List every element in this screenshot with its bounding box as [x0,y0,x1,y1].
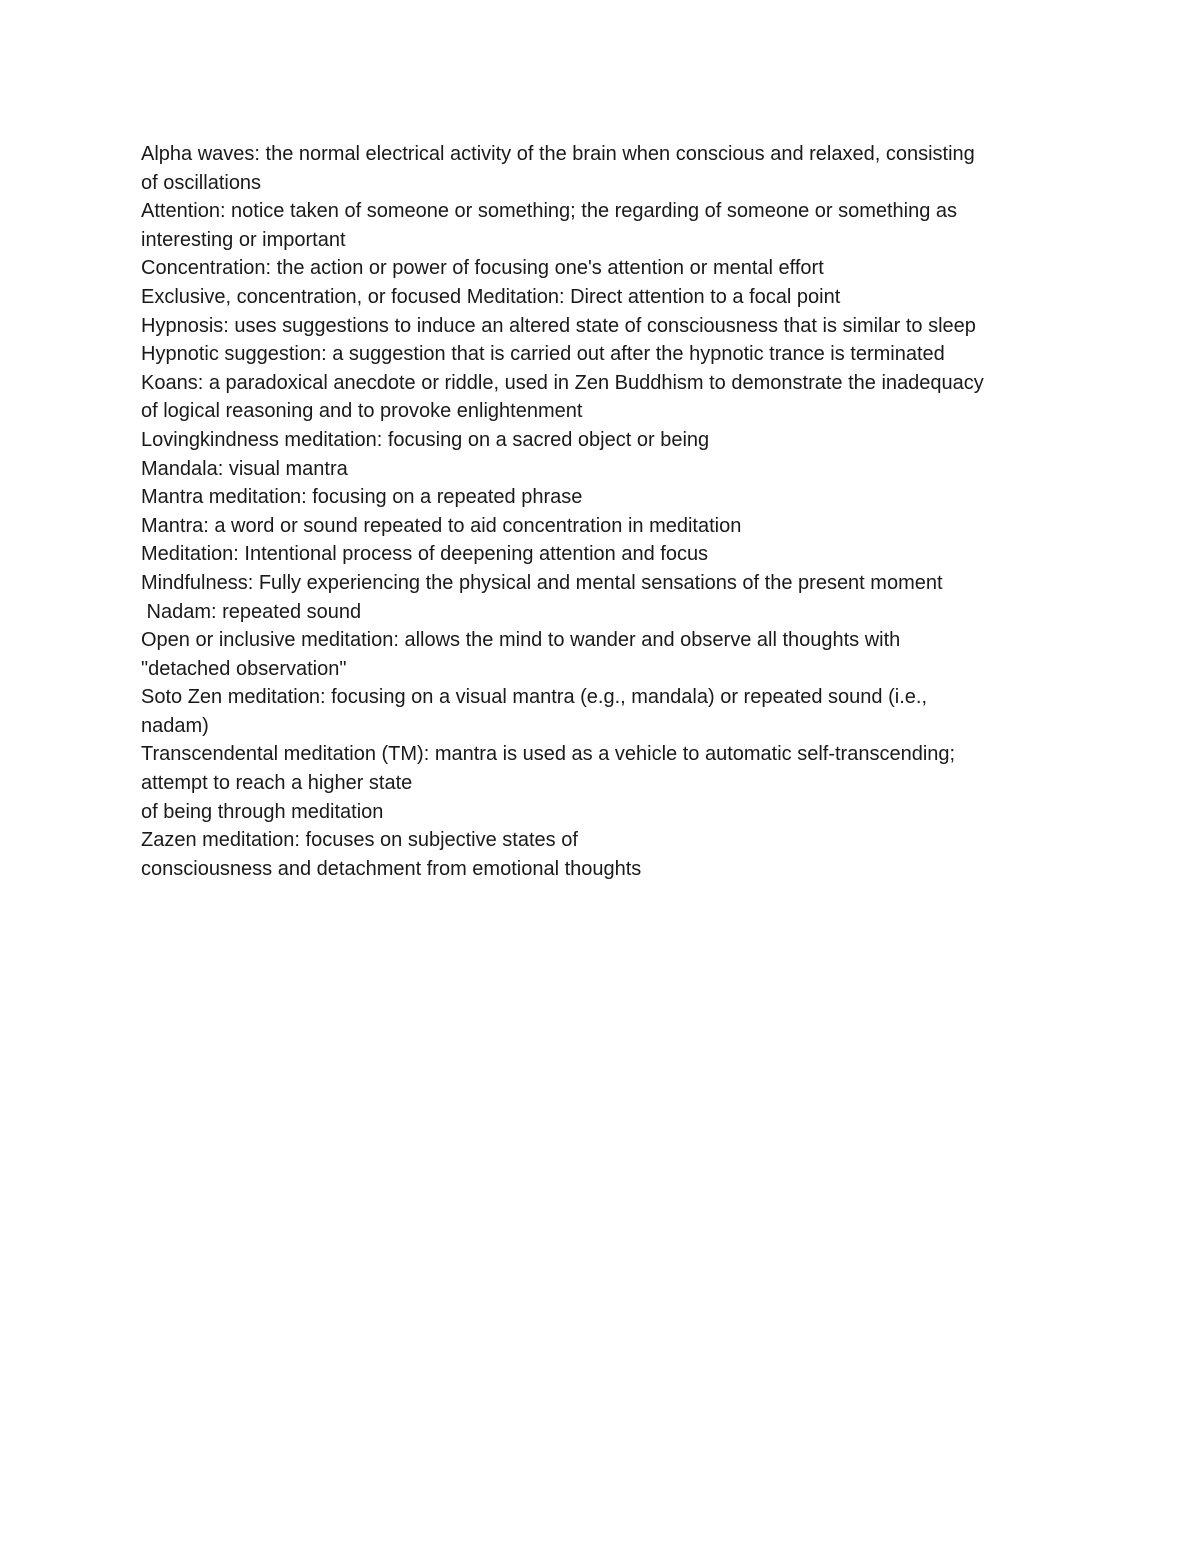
text-line: attempt to reach a higher state [141,772,413,795]
text-line: Koans: a paradoxical anecdote or riddle, used in Zen Buddhism to demonstrate the inadequacy [141,371,984,394]
text-line: "detached observation" [141,657,347,680]
text-line: Exclusive, concentration, or focused Meditation: Direct attention to a focal point [141,285,841,308]
text-line: Soto Zen meditation: focusing on a visual mantra (e.g., mandala) or repeated sound (i.e., [141,686,927,709]
text-line: Concentration: the action or power of focusing one's attention or mental effort [141,257,824,280]
text-line: Meditation: Intentional process of deepening attention and focus [141,543,709,566]
text-line: Zazen meditation: focuses on subjective states of [141,829,578,852]
text-line: Mantra: a word or sound repeated to aid concentration in meditation [141,514,742,537]
glossary-text [141,140,1071,883]
text-line: Attention: notice taken of someone or something; the regarding of someone or something as [141,200,958,223]
text-line: Alpha waves: the normal electrical activity of the brain when conscious and relaxed, consisting [141,143,975,165]
text-line: Hypnosis: uses suggestions to induce an altered state of consciousness that is similar to sleep [141,314,976,337]
text-line: Lovingkindness meditation: focusing on a sacred object or being [141,428,710,451]
text-line: Mantra meditation: focusing on a repeated phrase [141,486,583,509]
text-line: of being through meditation [141,800,384,823]
text-line: Open or inclusive meditation: allows the mind to wander and observe all thoughts with [141,629,901,652]
text-line: nadam) [141,714,209,737]
text-line: of oscillations [141,171,262,194]
text-line: interesting or important [141,228,346,251]
text-line: Transcendental meditation (TM): mantra is used as a vehicle to automatic self-transcending; [141,743,956,766]
text-line: Mindfulness: Fully experiencing the physical and mental sensations of the present moment [141,571,943,594]
text-line: Mandala: visual mantra [141,457,348,480]
text-line: Nadam: repeated sound [141,600,362,623]
text-line: Hypnotic suggestion: a suggestion that is carried out after the hypnotic trance is terminated [141,343,945,366]
text-line: of logical reasoning and to provoke enlightenment [141,400,583,423]
text-line: consciousness and detachment from emotional thoughts [141,857,642,880]
